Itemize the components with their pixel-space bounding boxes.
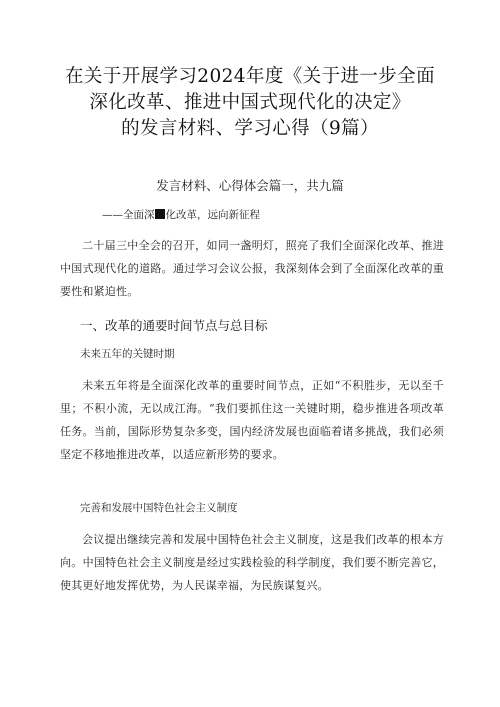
- part-one-heading: 一、改革的通要时间节点与总目标: [80, 318, 268, 333]
- subtitle: [102, 207, 260, 222]
- redaction-block-icon: [155, 209, 165, 219]
- title-line-3: 的发言材料、学习心得（9篇）: [121, 118, 379, 139]
- title-line-1: 在关于开展学习2024年度《关于进一步全面: [65, 66, 435, 87]
- subheading-key-period: 未来五年的关键时期: [80, 348, 175, 360]
- paragraph-socialist-system: 会议提出继续完善和发展中国特色社会主义制度，这是我们改革的根本方向。中国特色社会主义制度是经过实践检验的科学制度，我们要不断完善它，使其更好地发挥优势，为人民谋幸福，为民族谋复兴。: [60, 533, 444, 592]
- paragraph-key-period: 未来五年将是全面深化改革的重要时间节点，正如“不积胜步，无以至千里；不积小流，无以成江海。“我们要抓住这一关键时期，稳步推进各项改革任务。当前，国际形势复杂多变，国内经济发展也面临着诸多挑战，我们必须坚定不移地推进改革，以适应新形势的要求。: [60, 379, 444, 461]
- title-line-2: 深化改革、推进中国式现代化的决定》: [89, 92, 411, 113]
- document-title: [40, 64, 460, 142]
- intro-paragraph: 二十届三中全会的召开，如同一盏明灯，照亮了我们全面深化改革、推进中国式现代化的道路。通过学习会议公报，我深刻体会到了全面深化改革的重要性和紧迫性。: [60, 239, 444, 298]
- subtitle-suffix: 化改革，远向新征程: [165, 209, 260, 221]
- section-heading: 发言材料、心得体会篇一，共九篇: [156, 178, 344, 193]
- subtitle-prefix: ——全面深: [102, 209, 155, 221]
- subheading-socialist-system: 完善和发展中国特色社会主义制度: [80, 502, 238, 514]
